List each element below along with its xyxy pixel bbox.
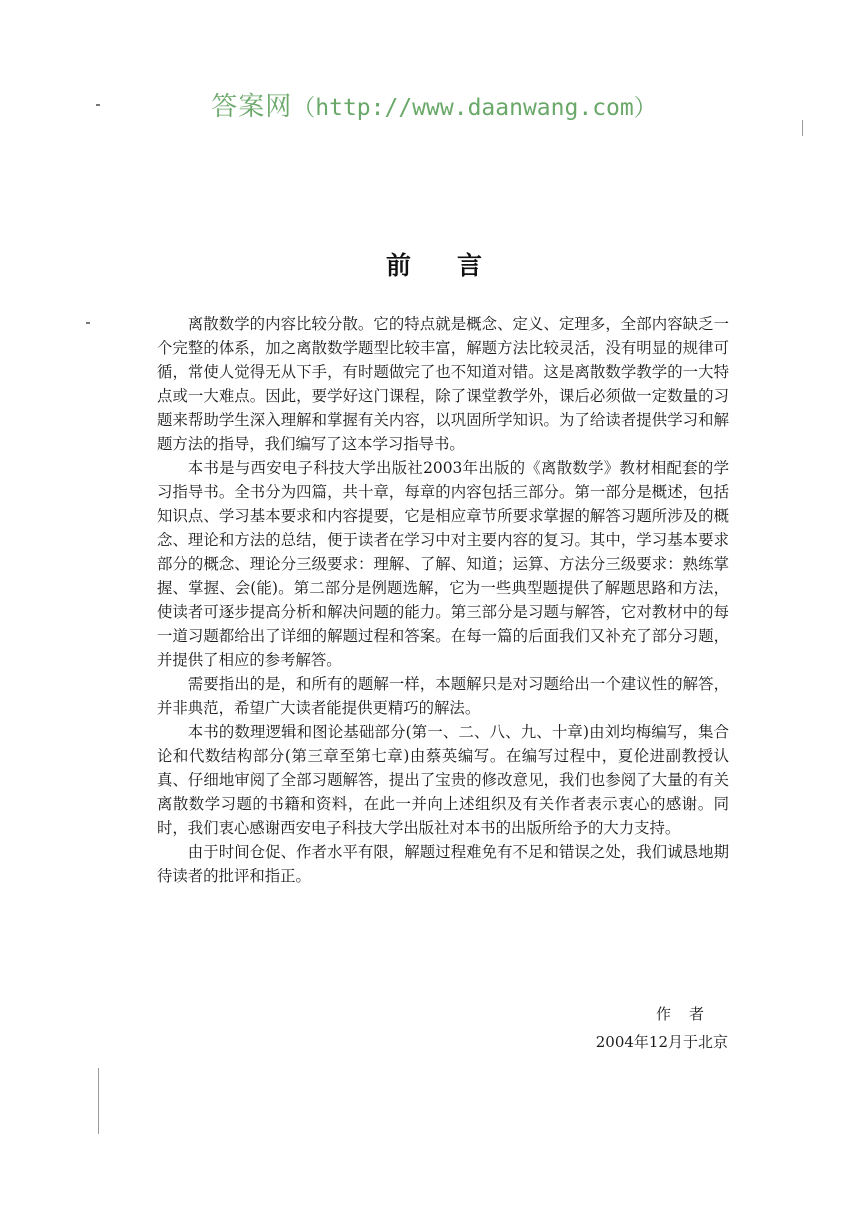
page-title: 前言 xyxy=(385,251,528,280)
paragraph-1: 离散数学的内容比较分散。它的特点就是概念、定义、定理多，全部内容缺乏一个完整的体系，加之离散数学题型比较丰富，解题方法比较灵活，没有明显的规律可循，常使人觉得无从下手，有时题做完了也不知道对错。这是离散数学教学的一大特点或一大难点。因此，要学好这门课程，除了课堂教学外，课后必须做一定数量的习题来帮助学生深入理解和掌握有关内容，以巩固所学知识。为了给读者提供学习和解题方法的指导，我们编写了这本学习指导书。 xyxy=(157,315,729,453)
scan-line xyxy=(802,120,803,136)
paragraph-5: 由于时间仓促、作者水平有限，解题过程难免有不足和错误之处，我们诚恳地期待读者的批评和指正。 xyxy=(157,843,729,885)
scan-speck xyxy=(96,104,100,106)
signature-block xyxy=(596,1000,728,1056)
paragraph-2: 本书是与西安电子科技大学出版社2003年出版的《离散数学》教材相配套的学习指导书。全书分为四篇，共十章，每章的内容包括三部分。第一部分是概述，包括知识点、学习基本要求和内容提要，它是相应章节所要求掌握的解答习题所涉及的概念、理论和方法的总结，便于读者在学习中对主要内容的复习。其中，学习基本要求部分的概念、理论分三级要求：理解、了解、知道；运算、方法分三级要求：熟练掌握、掌握、会(能)。第二部分是例题选解，它为一些典型题提供了解题思路和方法，使读者可逐步提高分析和解决问题的能力。第三部分是习题与解答，它对教材中的每一道习题都给出了详细的解题过程和答案。在每一篇的后面我们又补充了部分习题，并提供了相应的参考解答。 xyxy=(157,459,729,669)
signature-date: 2004年12月于北京 xyxy=(595,1033,728,1051)
preface-body xyxy=(157,312,729,888)
scan-line xyxy=(98,1068,99,1134)
signature-author: 作者 xyxy=(655,1005,722,1023)
watermark-name: 答案网 xyxy=(211,92,293,122)
paragraph-3: 需要指出的是，和所有的题解一样，本题解只是对习题给出一个建议性的解答，并非典范，希望广大读者能提供更精巧的解法。 xyxy=(157,675,729,717)
watermark-url: （http://www.daanwang.com） xyxy=(292,95,657,121)
watermark-header xyxy=(0,86,868,123)
paragraph-4: 本书的数理逻辑和图论基础部分(第一、二、八、九、十章)由刘均梅编写，集合论和代数结构部分(第三章至第七章)由蔡英编写。在编写过程中，夏伦进副教授认真、仔细地审阅了全部习题解答，提出了宝贵的修改意见，我们也参阅了大量的有关离散数学习题的书籍和资料，在此一并向上述组织及有关作者表示衷心的感谢。同时，我们衷心感谢西安电子科技大学出版社对本书的出版所给予的大力支持。 xyxy=(157,723,729,837)
scan-speck xyxy=(86,322,90,324)
